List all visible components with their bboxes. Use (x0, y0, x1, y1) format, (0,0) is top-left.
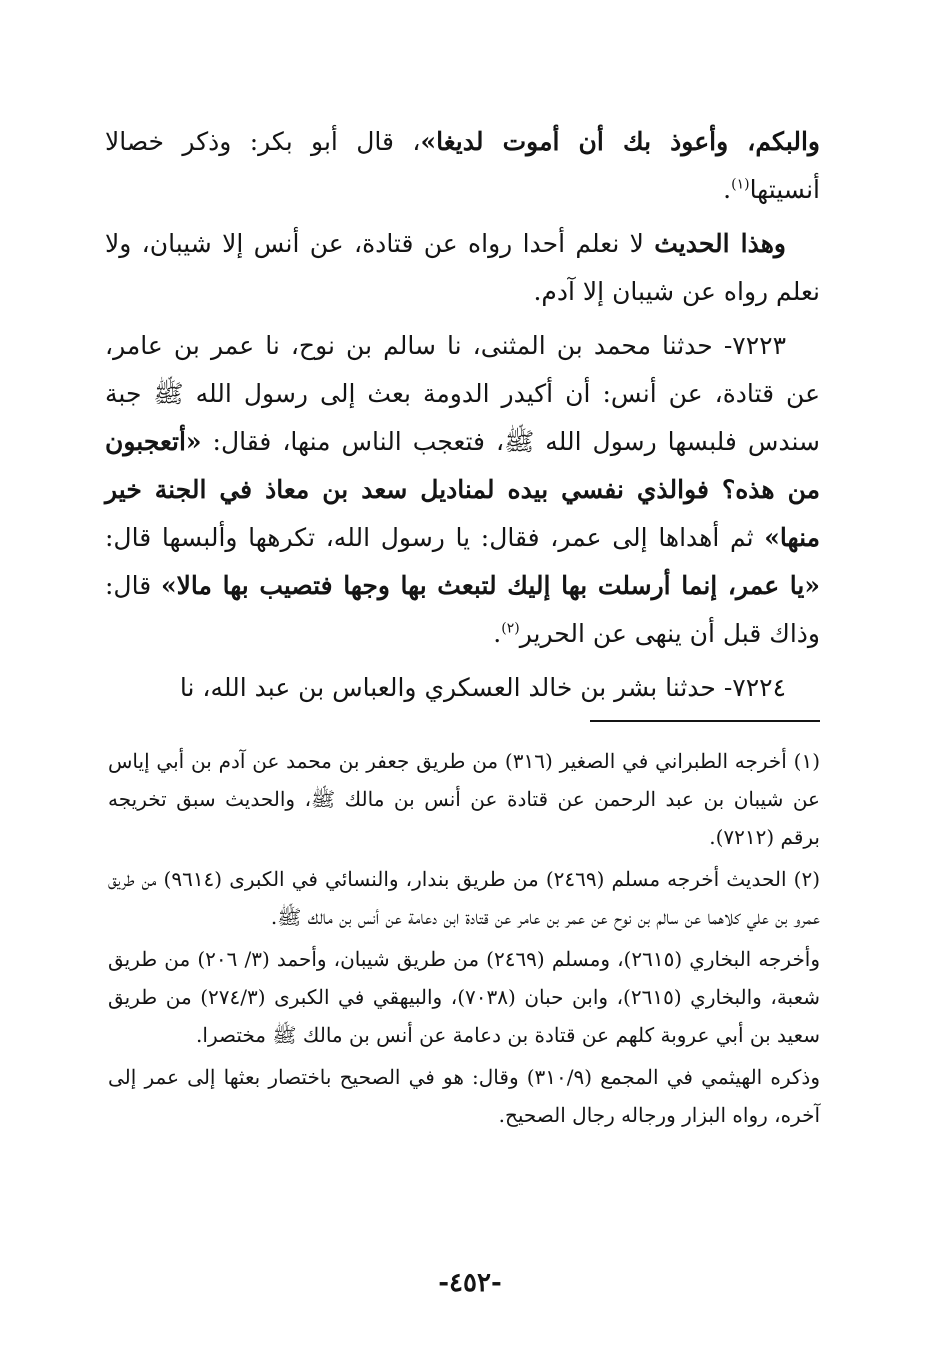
page-number: -٤٥٢- (438, 1268, 502, 1298)
text-run: ، قال أبو بكر: وذكر خصالا أنسيتها (105, 127, 820, 204)
footnotes (108, 742, 820, 1138)
text-run: . (723, 175, 732, 204)
hadith-7224 (105, 664, 820, 712)
text-run: لا نعلم أحدا رواه عن قتادة، عن أنس إلا شيبان، ولا نعلم رواه عن شيبان إلا آدم. (105, 229, 820, 306)
bold-phrase: «يا عمر، إنما أرسلت بها إليك لتبعث بها وجها فتصيب بها مالا» (161, 571, 820, 600)
footnote-ref: (١) (731, 176, 750, 193)
footnote-2-continued: وذكره الهيثمي في المجمع (٣١٠/٩) وقال: هو في الصحيح باختصار بعثها إلى عمر إلى آخره، رواه البزار ورجاله رجال الصحيح. (108, 1065, 820, 1127)
text-run: ٧٢٢٣- حدثنا محمد بن المثنى، نا سالم بن نوح، نا عمر بن عامر، عن قتادة، عن أنس: أن أكيدر الدومة بعث إلى رسول الله ﷺ جبة سندس فلبسها رسول الله ﷺ، فتعجب الناس منها، فقال: (105, 331, 820, 456)
text-run: قال: وذاك قبل أن ينهى عن الحرير (105, 571, 820, 648)
text-run: ٧٢٢٤- حدثنا بشر بن خالد العسكري والعباس بن عبد الله، نا (179, 673, 786, 702)
bold-phrase: وهذا الحديث (654, 229, 786, 258)
text-run: ثم أهداها إلى عمر، فقال: يا رسول الله، تكرهها وألبسها قال: (105, 523, 765, 552)
footnote-separator (590, 720, 820, 722)
bold-phrase: والبكم، وأعوذ بك أن أموت لديغا» (420, 127, 820, 156)
text-run: . (493, 619, 502, 648)
bold-phrase: «أتعجبون من هذه؟ فوالذي نفسي بيده لمناديل سعد بن معاذ في الجنة خير منها» (105, 427, 820, 552)
main-text (105, 118, 820, 718)
paragraph-1 (105, 118, 820, 214)
hadith-7223 (105, 322, 820, 658)
footnote-1: (١) أخرجه الطبراني في الصغير (٣١٦) من طريق جعفر بن محمد عن آدم بن أبي إياس عن شيبان بن عبد الرحمن عن قتادة عن أنس بن مالك ﷺ، والحديث سبق تخريجه برقم (٧٢١٢). (108, 749, 821, 849)
footnote-ref: (٢) (501, 620, 520, 637)
footnote-2-continued: وأخرجه البخاري (٢٦١٥)، ومسلم (٢٤٦٩) من طريق شيبان، وأحمد (٣/ ٢٠٦) من طريق شعبة، والبخاري (٢٦١٥)، وابن حبان (٧٠٣٨)، والبيهقي في الكبرى (٢٧٤/٣) من طريق سعيد بن أبي عروبة كلهم عن قتادة بن دعامة عن أنس بن مالك ﷺ مختصرا. (108, 947, 821, 1047)
paragraph-2 (105, 220, 820, 316)
footnote-2: (٢) الحديث أخرجه مسلم (٢٤٦٩) من طريق بندار، والنسائي في الكبرى (٩٦١٤) من طريق عمرو بن علي كلاهما عن سالم بن نوح عن عمر بن عامر عن قتادة ابن دعامة عن أنس بن مالك ﷺ. (108, 867, 820, 929)
